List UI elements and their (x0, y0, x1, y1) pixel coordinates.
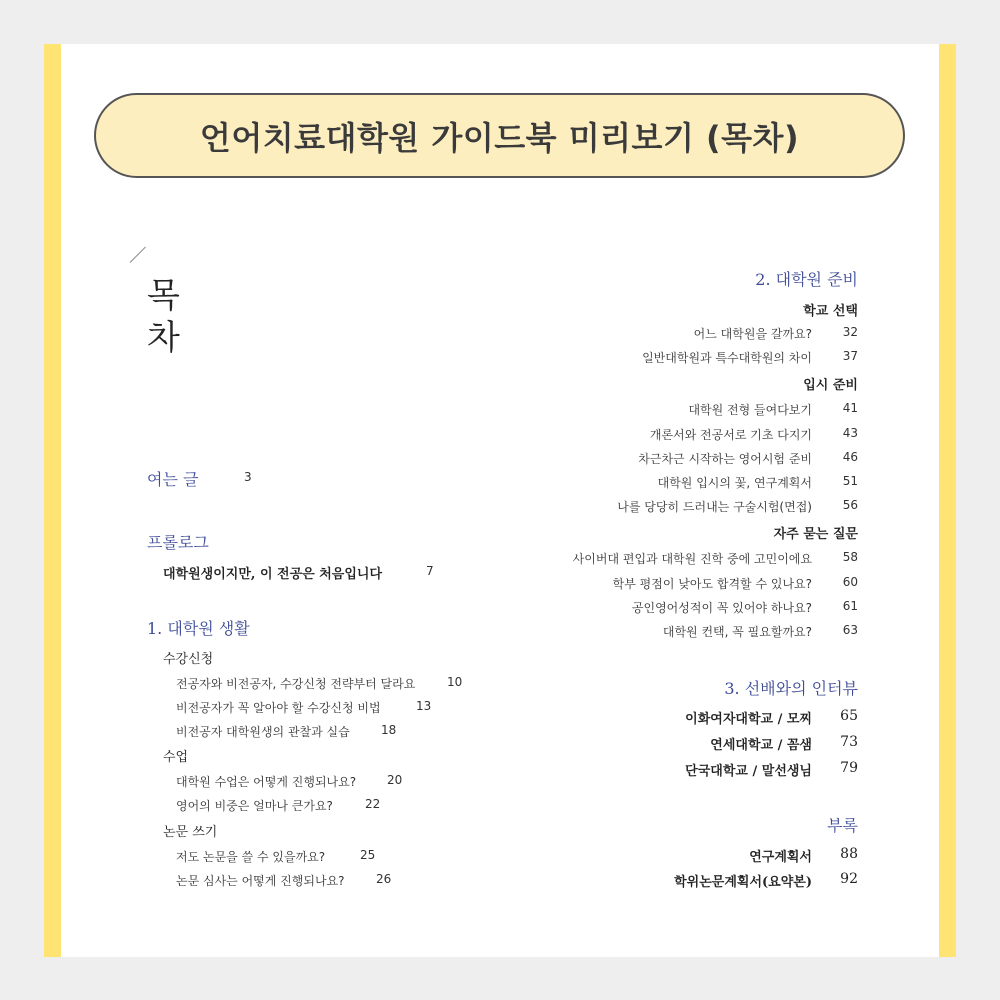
left-accent-stripe (44, 44, 61, 957)
toc-page: 92 (840, 871, 858, 887)
toc-heading-line1: 목 (147, 276, 180, 316)
toc-entry: 대학원 수업은 어떻게 진행되나요? (176, 775, 357, 789)
toc-entry: 연세대학교 / 꼼샘 (710, 738, 812, 753)
toc-entry: 차근차근 시작하는 영어시험 준비 (638, 452, 812, 466)
toc-entry: 학위논문계획서(요약본) (674, 875, 812, 890)
toc-entry: 저도 논문을 쓸 수 있을까요? (176, 850, 326, 864)
toc-page: 22 (365, 797, 381, 811)
toc-page: 58 (842, 550, 858, 564)
toc-page: 61 (842, 599, 858, 613)
banner-title: 언어치료대학원 가이드북 미리보기 (목차) (199, 118, 800, 157)
toc-page: 37 (842, 349, 858, 363)
chapter1-title: 1. 대학원 생활 (147, 619, 250, 638)
toc-entry: 공인영어성적이 꼭 있어야 하나요? (631, 601, 812, 615)
toc-entry: 어느 대학원을 갈까요? (693, 327, 812, 341)
toc-page: 73 (840, 734, 858, 750)
toc-entry: 개론서와 전공서로 기초 다지기 (649, 428, 812, 442)
toc-entry: 이화여자대학교 / 모찌 (685, 712, 812, 727)
toc-entry: 대학원 컨택, 꼭 필요할까요? (662, 625, 812, 639)
toc-page: 56 (842, 498, 858, 512)
intro-title: 여는 글 (147, 470, 199, 489)
chapter2-group-title: 자주 묻는 질문 (773, 527, 858, 542)
toc-entry: 학부 평점이 낮아도 합격할 수 있나요? (612, 577, 812, 591)
toc-page: 46 (842, 450, 858, 464)
intro-page: 3 (244, 470, 252, 484)
toc-page: 65 (840, 708, 858, 724)
chapter1-group-title: 수강신청 (163, 652, 214, 667)
toc-page: 41 (842, 401, 858, 415)
prologue-entry: 대학원생이지만, 이 전공은 처음입니다 (163, 567, 383, 582)
toc-entry: 대학원 전형 들여다보기 (688, 403, 812, 417)
prologue-page: 7 (426, 564, 434, 578)
toc-page: 88 (840, 846, 858, 862)
toc-entry: 논문 심사는 어떻게 진행되나요? (176, 874, 345, 888)
toc-entry: 나를 당당히 드러내는 구술시험(면접) (617, 500, 812, 514)
chapter3-title: 3. 선배와의 인터뷰 (724, 679, 858, 698)
toc-entry: 단국대학교 / 말선생님 (685, 764, 812, 779)
toc-page: 10 (447, 675, 463, 689)
toc-page: 25 (360, 848, 376, 862)
toc-page: 60 (842, 575, 858, 589)
prologue-title: 프롤로그 (147, 533, 209, 552)
toc-entry: 비전공자가 꼭 알아야 할 수강신청 비법 (176, 701, 381, 715)
toc-page: 51 (842, 474, 858, 488)
right-accent-stripe (939, 44, 956, 957)
toc-page: 63 (842, 623, 858, 637)
toc-entry: 사이버대 편입과 대학원 진학 중에 고민이에요 (572, 552, 812, 566)
toc-page: 43 (842, 426, 858, 440)
toc-entry: 영어의 비중은 얼마나 큰가요? (176, 799, 333, 813)
toc-page: 18 (381, 723, 397, 737)
toc-page: 13 (416, 699, 432, 713)
chapter2-group-title: 학교 선택 (803, 304, 858, 319)
chapter1-group-title: 논문 쓰기 (163, 825, 218, 840)
chapter2-group-title: 입시 준비 (803, 378, 858, 393)
chapter1-group-title: 수업 (163, 750, 189, 765)
toc-page: 79 (840, 760, 858, 776)
toc-entry: 비전공자 대학원생의 관찰과 실습 (176, 725, 350, 739)
toc-heading (147, 275, 180, 359)
toc-heading-line2: 차 (147, 318, 180, 358)
toc-page: 26 (376, 872, 392, 886)
toc-page: 32 (842, 325, 858, 339)
toc-entry: 일반대학원과 특수대학원의 차이 (642, 351, 812, 365)
toc-entry: 전공자와 비전공자, 수강신청 전략부터 달라요 (176, 677, 416, 691)
title-banner (94, 93, 905, 178)
toc-entry: 연구계획서 (749, 850, 812, 865)
toc-page: 20 (387, 773, 403, 787)
toc-entry: 대학원 입시의 꽃, 연구계획서 (657, 476, 812, 490)
chapter2-title: 2. 대학원 준비 (755, 270, 858, 289)
appendix-title: 부록 (827, 816, 858, 835)
